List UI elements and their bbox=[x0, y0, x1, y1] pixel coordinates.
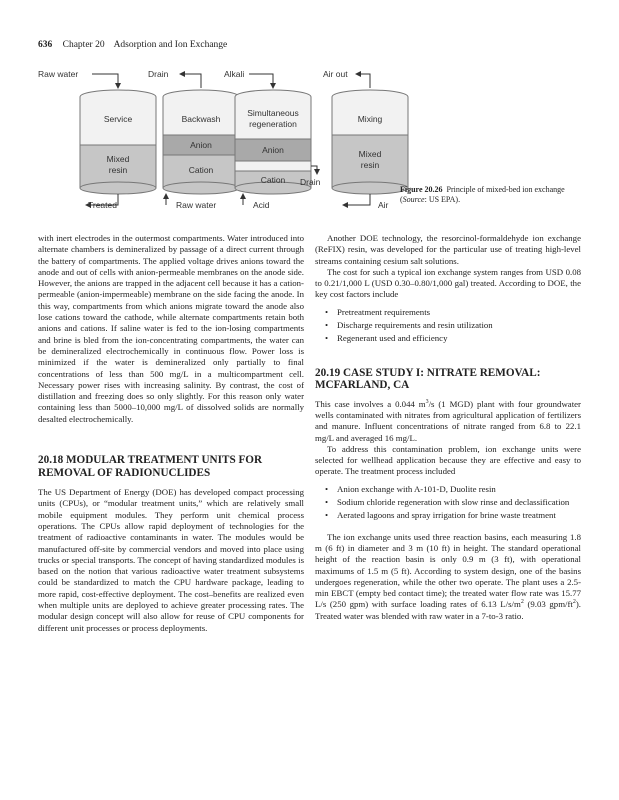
tank2-middle-label: Anion bbox=[190, 140, 212, 150]
right-paragraph-5-b: (9.03 gpm/ft bbox=[523, 599, 573, 610]
right-paragraph-5 bbox=[315, 532, 581, 622]
superscript: 2 bbox=[572, 599, 576, 606]
page-number: 636 bbox=[38, 40, 53, 50]
tank4-top-label: Mixing bbox=[357, 114, 383, 124]
caption-label: Figure 20.26 bbox=[400, 185, 443, 194]
chapter-label: Chapter 20 bbox=[62, 40, 105, 50]
section-heading-20-18: 20.18 MODULAR TREATMENT UNITS FOR REMOVAL OF RADIONUCLIDES bbox=[38, 454, 263, 479]
tank-backwash bbox=[163, 90, 239, 194]
figure-caption bbox=[400, 185, 570, 205]
label-drain-bottom: Drain bbox=[300, 177, 321, 187]
section-heading-20-19: 20.19 CASE STUDY I: NITRATE REMOVAL: MCFARLAND, CA bbox=[315, 366, 541, 392]
right-column bbox=[315, 233, 581, 622]
right-paragraph-5-a: The ion exchange units used three reaction basins, each measuring 1.8 m (6 ft) in diameter and 3 m (10 ft) in height. The standard operational height of the reaction basin is only 0.9 m (3 ft), with operational maximums of 1.5 m (5 ft). According to system design, one of the basins undergoes regeneration, while the other two operate. The plant uses a 2.5-min EBCT (empty bed contact time); the treated water flow rate was 15.77 L/s (250 gpm) with surface loading rates of 6.13 L/s/m bbox=[315, 531, 581, 610]
list-item: • Regenerant used and efficiency bbox=[337, 333, 581, 344]
list-item: • Pretreatment requirements bbox=[337, 307, 581, 318]
tank3-top-label-2: regeneration bbox=[249, 119, 297, 129]
tank1-bottom-label-1: Mixed bbox=[106, 154, 130, 164]
right-paragraph-1: Another DOE technology, the resorcinol-formaldehyde ion exchange (ReFIX) resin, was developed for the particular use of treating high-level streams containing cesium salt solutions. bbox=[315, 233, 581, 266]
list-item: • Aerated lagoons and spray irrigation for brine waste treatment bbox=[337, 510, 581, 521]
label-acid: Acid bbox=[253, 200, 270, 210]
arrow-air-out bbox=[356, 74, 370, 88]
label-alkali: Alkali bbox=[224, 69, 245, 79]
chapter-title: Adsorption and Ion Exchange bbox=[113, 40, 228, 50]
left-paragraph-2: The US Department of Energy (DOE) has developed compact processing units (CPUs), or “modular treatment units,” which are relatively small mobile equipment modules. They perform unit chemical process operations. The CPUs allow rapid deployment of technologies for the treatment of radioactive contaminants in water. The modules would be manufactured off-site by commercial vendors and moved into place using trucks or special transports. The concept of having standardized modules is based on the notion that various radioactive water treatment subsystems could be standardized to match the CPU hardware package, leading to more rapid, cost-effective deployment. The cost–benefits are realized even when multiple units are deployed to achieve greater processing rates. The modular design concept will also allow for reuse of CPU components for different unit processes or process deployments. bbox=[38, 487, 304, 633]
list-item: • Discharge requirements and resin utilization bbox=[337, 320, 581, 331]
arrow-drain-bottom bbox=[311, 166, 317, 174]
label-raw-water-bottom: Raw water bbox=[176, 200, 217, 210]
tank1-bottom-label-2: resin bbox=[108, 165, 128, 175]
right-paragraph-2: The cost for such a typical ion exchange system ranges from USD 0.08 to 0.21/1,000 L (USD 0.30–0.80/1,000 gal) treated. According to DOE, the key cost factors include bbox=[315, 266, 581, 300]
tank4-bottom-label-2: resin bbox=[360, 160, 380, 170]
right-paragraph-3-b: /s (1 MGD) plant with four groundwater wells contaminated with nitrates from agricultural application of fertilizers and manure. Influent concentrations of nitrate ranged from 6.8 to 22.1 mg/L and averaged 16 mg/L. bbox=[315, 398, 581, 443]
tank1-top-label: Service bbox=[103, 114, 133, 124]
arrow-air bbox=[343, 194, 370, 205]
superscript: 3 bbox=[425, 398, 429, 405]
list-item: • Anion exchange with A-101-D, Duolite resin bbox=[337, 484, 581, 495]
label-air: Air bbox=[378, 200, 389, 210]
label-raw-water-in: Raw water bbox=[38, 69, 79, 79]
arrow-raw-water-in bbox=[92, 74, 118, 88]
right-paragraph-3 bbox=[315, 399, 581, 444]
tank3-top-label-1: Simultaneous bbox=[247, 108, 299, 118]
arrow-alkali bbox=[249, 74, 273, 88]
left-column bbox=[38, 233, 304, 634]
tank2-top-label: Backwash bbox=[181, 114, 221, 124]
right-paragraph-4: To address this contamination problem, ion exchange units were selected for wellhead application because they are effective and easy to operate. The treatment process included bbox=[315, 443, 581, 477]
label-drain-top: Drain bbox=[148, 69, 169, 79]
right-paragraph-3-a: This case involves a 0.044 m bbox=[315, 398, 426, 409]
superscript: 2 bbox=[520, 599, 524, 606]
right-paragraph-5-c: ). Treated water was blended with raw water in a 7-to-3 ratio. bbox=[315, 599, 581, 621]
tank-mixing bbox=[332, 90, 408, 194]
label-air-out: Air out bbox=[323, 69, 348, 79]
caption-text: Principle of mixed-bed ion exchange ( bbox=[400, 185, 565, 204]
treatment-process-list bbox=[315, 484, 581, 522]
caption-source: : US EPA). bbox=[424, 195, 461, 204]
tank3-bottom-label: Cation bbox=[260, 175, 286, 185]
label-treated: Treated bbox=[88, 200, 117, 210]
tank4-bottom-label-1: Mixed bbox=[358, 149, 382, 159]
cost-factor-list bbox=[315, 307, 581, 345]
running-header bbox=[38, 40, 227, 50]
tank2-bottom-label: Cation bbox=[188, 165, 214, 175]
arrow-drain-top bbox=[180, 74, 201, 88]
list-item: • Sodium chloride regeneration with slow rinse and declassification bbox=[337, 497, 581, 508]
caption-source-label: Source bbox=[402, 195, 425, 204]
tank-service bbox=[80, 90, 156, 194]
tank3-middle-label: Anion bbox=[262, 145, 284, 155]
left-paragraph-1: with inert electrodes in the outermost compartments. Water introduced into alternate chambers is demineralized by passage of a direct current through the battery of compartments. The applied voltage drives anions toward the anode and out of cells with anion-permeable membranes on the anode side. However, the anions are trapped in the adjacent cell because it has a cation-permeable (anion-impermeable) membrane on the side facing the anode. In this way, compartments from which anions migrate toward the anode also lose cations toward the cathode, while alternate compartments retain both anions and cations. If saline water is fed to the ion-losing compartments and brine is bled from the ion-concentrating compartments, the water can be demineralized electrochemically in continuous flow. Power loss is minimized if the water is demineralized only partially to final concentrations of less than 500 mg/L in a multicompartment cell. Necessary power rises with increasing salinity. By contrast, the cost of distillation and freezing does so only slightly. For this reason only water containing less than 5000–10,000 mg/L of dissolved solids are normally desalted electrochemically. bbox=[38, 233, 304, 424]
